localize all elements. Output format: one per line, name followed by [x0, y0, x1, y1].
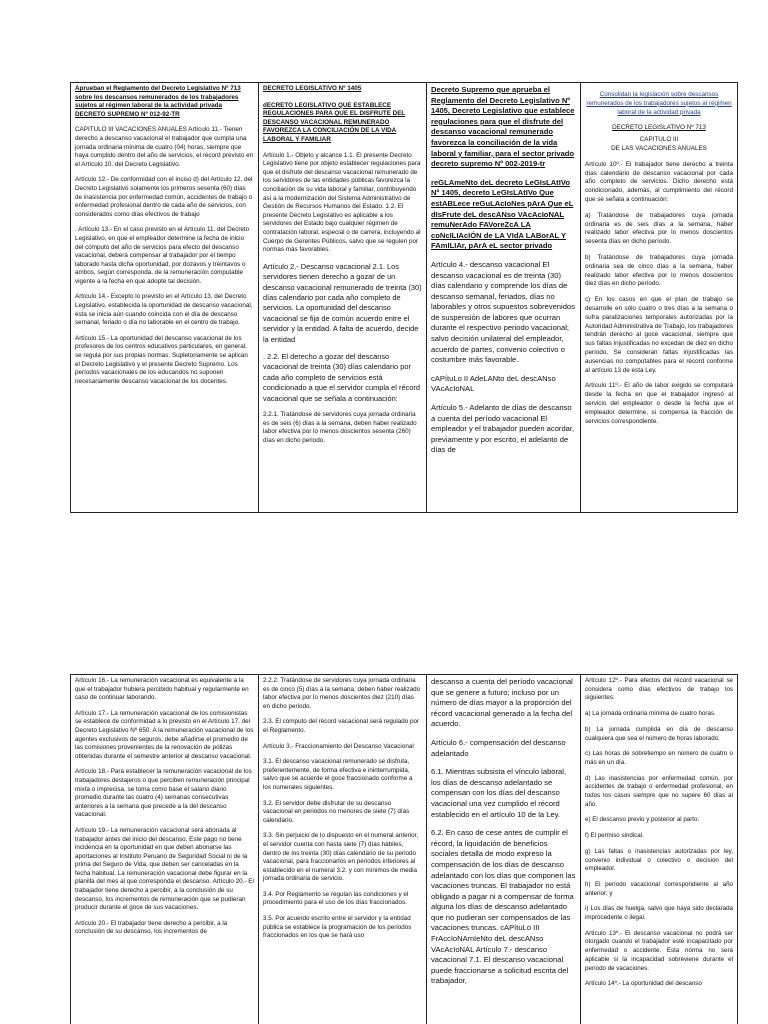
top-col1-para: Artículo 12.- De conformidad con el inciso d) del Artículo 12. del Decreto Legislativo solamente los primeros sesenta (60) días de inasistencia por enfermedad común, accidentes de trabajo o enfermedad profesional dentro de cada año de servicios, con considerados como días efectivos de trabajo: [75, 176, 253, 218]
top-col3-subtitle: reGLAmeNto deL decreto LeGIsLAtIVo Nº 1405, decreto LeGIsLAtIVo Que estABLece reGuLAcIoNes pArA Que eL dIsFrute deL descANso VAcAcIoNAL remuNerAdo FAVoreZcA LA coNcILIAcIÓN de LA VIdA LABorAL Y FAmILIAr, pArA eL sector privado: [431, 177, 574, 251]
bottom-col4-para: i) Los días de huelga, salvo que haya sido declarada improcedente o ilegal.: [585, 905, 733, 922]
top-col-dl-1405: [259, 83, 427, 512]
top-col2-para: . 2.2. El derecho a gozar del descanso vacacional de treinta (30) días calendario por cada año completo de servicios está condicionado a que el servidor cumpla el récord vacacional que se señala a continuación:: [263, 351, 420, 403]
top-col1-para: Artículo 15.- La oportunidad del descanso vacacional de los profesores de los centros educativos particulares, en general, se regula por sus propias normas. Supletoriamente se aplican el Decreto Legislativo y el presente Decreto Supremo. Los períodos vacacionales de los educandos no suponen necesariamente descanso vacacional de los docentes.: [75, 334, 248, 385]
top-col3-para: Artículo 4.- descanso vacacional El descanso vacacional es de treinta (30) días calendario y comprende los días de descanso semanal, feriados, días no laborables y otros supuestos sobrevenidos de suspensión de labores que ocurran durante el respectivo periodo vacacional; salvo decisión unilateral del empleador, acuerdo de partes, convenio colectivo o costumbre más favorable.: [431, 259, 575, 365]
bottom-col4-para: c) Las horas de sobretiempo en número de cuatro o más en un día.: [585, 750, 733, 766]
bottom-col-ds-002-2019-tr: [427, 675, 581, 1024]
top-col1-para: CAPITULO III VACACIONES ANUALES Artículo 11.- Tienen derecho a descanso vacacional el trabajador que cumpla una jornada ordinaria mínima de cuatro (04) horas, siempre que haya cumplido dentro del año de servicios, el récord previsto en el Artículo 10. del Decreto Legislativo.: [75, 126, 254, 168]
bottom-col3-para: 6.2. En caso de cese antes de cumplir el récord, la liquidación de beneficios sociales detalla de modo expreso la compensación de los días de descanso adelantado con los días que componen las vacaciones truncas. El trabajador no está obligado a pagar ni a compensar de forma alguna los días de descanso adelantado que no pudieran ser compensados de las vacaciones truncas. cAPítuLo III FrAccIoNAmIeNto deL descANso VAcAcIoNAL Artículo 7.- descanso vacacional 7.1. El descanso vacacional puede fraccionarse a solicitud escrita del trabajador,: [431, 828, 576, 986]
top-col4-decree: DECRETO LEGISLATIVO Nº 713: [612, 124, 706, 132]
top-col4-para: a) Tratándose de trabajadores cuya jornada ordinaria es de seis días a la semana, haber realizado labor efectiva por lo menos doscientos sesenta días en dicho período.: [585, 211, 733, 246]
bottom-col2-para: 2.3. El cómputo del récord vacacional será regulado por el Reglamento.: [263, 718, 420, 734]
bottom-col2-para: 3.1. El descanso vacacional remunerado se disfruta, preferentemente, de forma efectiva e ininterrumpida, salvo que se acuerde el goce fraccionado conforme a los numerales siguientes.: [263, 758, 413, 791]
bottom-col3-para: Artículo 6.- compensación del descanso adelantado: [431, 737, 566, 758]
top-col1-title: Aprueban el Reglamento del Decreto Legislativo Nº 713 sobre los descansos remunerados de los trabajadores sujetos al régimen laboral de la actividad privada DECRETO SUPREMO Nº 012-92-TR: [75, 85, 241, 118]
bottom-col2-para: 3.2. El servidor debe disfrutar de su descanso vacacional en periodos no menores de siete (7) días calendario.: [263, 799, 410, 824]
top-col3-title: Decreto Supremo que aprueba el Reglamento del Decreto Legislativo Nº 1405, Decreto Legislativo que establece regulaciones para que el disfrute del descanso vacacional remunerado favorezca la conciliación de la vida laboral y familiar, para el sector privado decreto supremo Nº 002-2019-tr: [431, 85, 575, 169]
top-col-ds-012-92-tr: [71, 83, 259, 512]
bottom-col1-para: Artículo 16.- La remuneración vacacional es equivalente a la que el trabajador hubiera percibido habitual y regularmente en caso de continuar laborando.: [75, 677, 249, 702]
bottom-col-dl-713: [581, 675, 737, 1024]
top-col2-title: DECRETO LEGISLATIVO Nº 1405: [263, 85, 362, 92]
top-col3-heading: cAPítuLo II AdeLANto deL descANso VAcAcIoNAL: [431, 373, 556, 394]
bottom-col1-para: Artículo 20.- El trabajador tiene derecho a percibir, a la conclusión de su descanso, los incrementos de: [75, 919, 228, 936]
bottom-col-dl-1405: [259, 675, 427, 1024]
top-col-ds-002-2019-tr: [427, 83, 581, 512]
bottom-col4-para: Artículo 12º.- Para efectos del récord vacacional se considera como días efectivos de trabajo los siguientes:: [585, 677, 733, 702]
bottom-col4-para: Artículo 13º.- El descanso vacacional no podrá ser otorgado cuando el trabajador esté incapacitado por enfermedad o accidente. Esta norma no será aplicable si la incapacidad sobreviene durante el período de vacaciones.: [585, 929, 733, 972]
bottom-col4-para: h) El período vacacional correspondiente al año anterior; y: [585, 880, 733, 897]
bottom-col1-para: Artículo 19.- La remuneración vacacional será abonada al trabajador antes del inicio del descanso. Este pago no tiene incidencia en la oportunidad en que deben abonarse las aportaciones al Instituto Peruano de Seguridad Social ni de la prima del Seguro de Vida, que deben ser canceladas en la fecha habitual. La remuneración vacacional debe figurar en la planilla del mes al que corresponda el descanso. Artículo 20.- El trabajador tiene derecho a percibir, a la conclusión de su descanso, los incrementos de remuneración que se pudieran producir durante el goce de sus vacaciones.: [75, 826, 254, 912]
top-col4-title: Consolidan la legislación sobre descansos remunerados de los trabajadores sujetos al régimen laboral de la actividad privada: [586, 91, 732, 116]
top-col2-para: 2.2.1. Tratándose de servidores cuya jornada ordinaria es de seis (6) días a la semana, deben haber realizado labor efectiva por lo menos doscientos sesenta (260) días en dicho periodo.: [263, 410, 417, 444]
top-col4-chapter: CAPITULO III: [639, 136, 679, 144]
top-col2-para: Artículo 2.- Descanso vacacional 2.1. Los servidores tienen derecho a gozar de un descanso vacacional remunerado de treinta (30) días calendario por cada año completo de servicios. La oportunidad del descanso vacacional se fija de común acuerdo entre el servidor y la entidad. A falta de acuerdo, decide la entidad: [263, 261, 422, 344]
bottom-col3-para: descanso a cuenta del período vacacional que se genere a futuro; incluso por un número de días mayor a la proporción del récord vacacional generado a la fecha del acuerdo.: [431, 677, 573, 729]
bottom-col1-para: Artículo 17.- La remuneración vacacional de los comisionistas se establece de conformidad a lo previsto en el Artículo 17. del Decreto Legislativo Nº 650. A la remuneración vacacional de los agentes exclusivos de seguros, debe añadirse el promedio de las comisiones provenientes de la renovación de pólizas obtenidas durante el semestre anterior al descanso vacacional.: [75, 709, 254, 760]
bottom-col2-para: 3.5. Por acuerdo escrito entre el servidor y la entidad pública se establece la programación de los periodos fraccionados en los que se hará uso: [263, 915, 412, 940]
bottom-col4-para: d) Las inasistencias por enfermedad común, por accidentes de trabajo o enfermedad profesional, en todos los casos siempre que no supere 60 días al año.: [585, 774, 733, 808]
bottom-col4-para: Artículo 14º.- La oportunidad del descanso: [585, 980, 702, 988]
bottom-col3-para: 6.1. Mientras subsista el vínculo laboral, los días de descanso adelantado se compensan con los días del descanso vacacional una vez cumplido el récord establecido en el artículo 10 de la Ley.: [431, 767, 567, 819]
top-col3-para: Artículo 5.- Adelanto de días de descanso a cuenta del período vacacional El empleador y el trabajador pueden acordar, previamente y por escrito, el adelanto de días de: [431, 403, 575, 455]
top-col4-para: b) Tratándose de trabajadores cuya jornada ordinaria sea de cinco días a la semana, haber realizado labor efectiva por lo menos doscientos diez días en dicho período.: [585, 253, 733, 288]
bottom-col4-para: g) Las faltas o inasistencias autorizadas por ley, convenio individual o colectivo o decisión del empleador.: [585, 847, 733, 873]
top-col4-para: Artículo 11º.- El año de labor exigido se computará desde la fecha en que el trabajador ingresó al servicio del empleador o desde la fecha que el empleador determine, si compensa la fracción de servicios correspondiente.: [585, 382, 733, 425]
top-col2-para: Artículo 1.- Objeto y alcance 1.1. El presente Decreto Legislativo tiene por objeto establecer regulaciones para que el disfrute del descanso vacacional remunerado de los servidores de las entidades públicas favorezca la conciliación de su vida laboral y familiar, contribuyendo así a la modernización del Sistema Administrativo de Gestión de Recursos Humanos del Estado. 1.2. El presente Decreto Legislativo es aplicable a los servidores del Estado bajo cualquier régimen de contratación laboral, especial o de carrera, incluyendo al Cuerpo de Gerentes Públicos, salvo que se regulen por normas más favorables.: [263, 151, 421, 254]
top-col4-para: c) En los casos en que el plan de trabajo se desarrolle en sólo cuatro o tres días a la semana o sufra paralizaciones temporales autorizadas por la Autoridad Administrativa de Trabajo, los trabajadores tendrán derecho al goce vacacional, siempre que sus faltas injustificadas no excedan de diez en dicho período. Se consideran faltas injustificadas las ausencias no computables para el récord conforme al artículo 13 de esta Ley.: [585, 296, 733, 374]
bottom-col2-para: 3.3. Sin perjuicio de lo dispuesto en el numeral anterior, el servidor cuenta con hasta siete (7) días hábiles, dentro de los treinta (30) días calendario de su periodo vacacional, para fraccionarlos en periodos inferiores al establecido en el numeral 3.2. y con mínimos de media jornada ordinaria de servicio.: [263, 832, 419, 883]
bottom-col1-para: Artículo 18.- Para establecer la remuneración vacacional de los trabajadores destajeros o que perciben remuneración principal mixta o imprecisa, se toma como base el salario diario promedio durante las cuatro (4) semanas consecutivas anteriores a la semana que precede a la del descanso vacacional.: [75, 768, 252, 819]
bottom-col4-para: f) El permiso sindical.: [585, 832, 644, 840]
bottom-col-ds-012-92-tr: [71, 675, 259, 1024]
bottom-col2-para: 2.2.2. Tratándose de servidores cuya jornada ordinaria es de cinco (5) días a la semana, deben haber realizado labor efectiva por lo menos doscientos diez (210) días en dicho periodo.: [263, 677, 421, 710]
bottom-col4-para: a) La jornada ordinaria mínima de cuatro horas.: [585, 710, 716, 718]
bottom-col2-para: 3.4. Por Reglamento se regulan las condiciones y el procedimiento para el uso de los días fraccionados.: [263, 890, 409, 907]
top-table: [70, 82, 738, 513]
top-col4-chapter-title: DE LAS VACACIONES ANUALES: [611, 144, 707, 152]
top-col-dl-713: [581, 83, 737, 512]
bottom-table: [70, 674, 738, 1024]
bottom-col4-para: e) El descanso previo y posterior al parto.: [585, 816, 700, 824]
bottom-col4-para: b) La jornada cumplida en día de descanso cualquiera que sea el número de horas laborado.: [585, 725, 733, 742]
top-col1-para: . Artículo 13.- En el caso previsto en el Artículo 11. del Decreto Legislativo, en que el empleador determine la fecha de inicio del cómputo del año de servicios para efecto del descanso vacacional, deberá compensar al trabajador por el tiempo laborado hasta dicha oportunidad, por dozavos y treintavos o ambos, según corresponda, de la remuneración computable vigente a la fecha en que adopte tal decisión.: [75, 226, 250, 285]
bottom-col2-para: Artículo 3.- Fraccionamiento del Descanso Vacacional: [263, 742, 414, 750]
top-col2-subtitle: dECRETO LEGISLATIVO QUE ESTABLECE REGULACIONES PARA QUE EL DISFRUTE DEL DESCANSO VACACIONAL REMUNERADO FAVOREZCA LA CONCILIACIÓN DE LA VIDA LABORAL Y FAMILIAR: [263, 101, 406, 143]
top-col4-para: Artículo 10º.- El trabajador tiene derecho a treinta días calendario de descanso vacacional por cada año completo de servicios. Dicho derecho está condicionado, además, al cumplimiento del récord que se señala a continuación:: [585, 160, 733, 203]
top-col1-para: Artículo 14.- Excepto lo previsto en el Artículo 13. del Decreto Legislativo, establecida la oportunidad de descanso vacacional, ésta se inicia aún cuando coincida con el día de descanso semanal, feriado o día no laborable en el centro de trabajo.: [75, 293, 253, 327]
